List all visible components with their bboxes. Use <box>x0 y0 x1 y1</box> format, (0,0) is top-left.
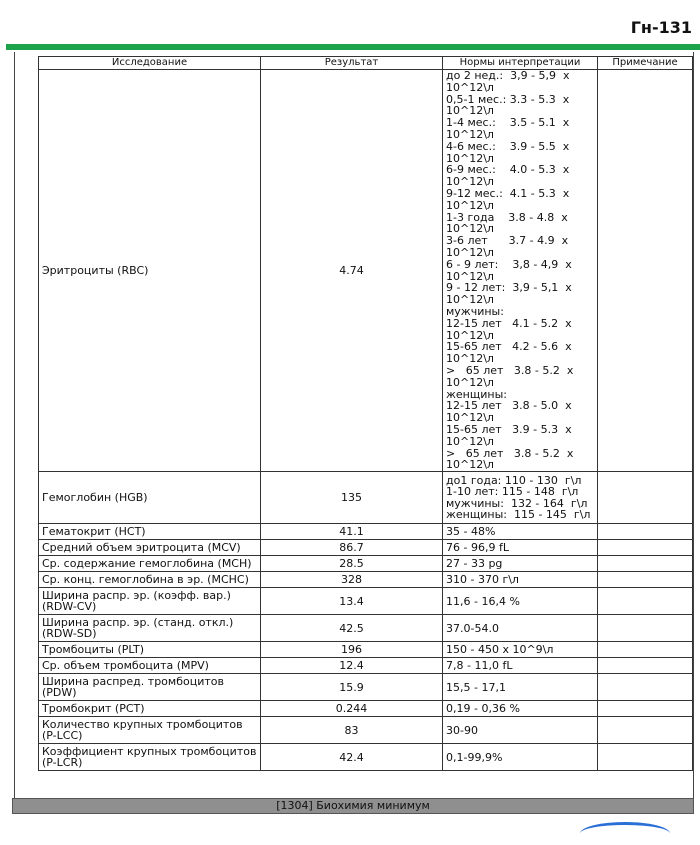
test-note <box>598 70 693 472</box>
test-norm: 30-90 <box>443 717 598 744</box>
table-row-hgb <box>39 472 693 524</box>
test-note <box>598 572 693 588</box>
header-note: Примечание <box>598 57 693 70</box>
test-result: 13.4 <box>261 588 443 615</box>
test-note <box>598 717 693 744</box>
norm-line: женщины: <box>446 387 507 401</box>
test-note <box>598 615 693 642</box>
test-note <box>598 658 693 674</box>
test-name: Коэффициент крупных тромбоцитов (P-LCR) <box>39 744 261 771</box>
table-row <box>39 556 693 572</box>
test-result: 0.244 <box>261 701 443 717</box>
test-result: 196 <box>261 642 443 658</box>
test-note <box>598 588 693 615</box>
norm-line: 15-65 лет 4.2 - 5.6 x <box>446 340 572 354</box>
test-norm: 27 - 33 pg <box>443 556 598 572</box>
table-row <box>39 642 693 658</box>
table-row-rbc <box>39 70 693 472</box>
norm-line: до 2 нед.: 3,9 - 5,9 x <box>446 69 570 82</box>
test-name: Ширина распр. эр. (коэфф. вар.) (RDW-CV) <box>39 588 261 615</box>
hgb-norms-list <box>446 475 594 520</box>
test-note <box>598 556 693 572</box>
test-result: 41.1 <box>261 524 443 540</box>
table-row <box>39 615 693 642</box>
test-note <box>598 701 693 717</box>
test-name: Ширина распред. тромбоцитов (PDW) <box>39 674 261 701</box>
test-norm: 150 - 450 x 10^9\л <box>443 642 598 658</box>
norm-line: 10^12\л <box>446 269 494 283</box>
header-result: Результат <box>261 57 443 70</box>
right-border <box>693 52 694 798</box>
norm-line: 10^12\л <box>446 245 494 259</box>
test-result: 83 <box>261 717 443 744</box>
test-name: Тромбокрит (PCT) <box>39 701 261 717</box>
test-result: 42.5 <box>261 615 443 642</box>
table-row <box>39 674 693 701</box>
norm-line: 10^12\л <box>446 175 494 189</box>
norm-line: 0,5-1 мес.: 3.3 - 5.3 x <box>446 92 570 106</box>
test-result: 86.7 <box>261 540 443 556</box>
table-row <box>39 717 693 744</box>
norm-line: > 65 лет 3.8 - 5.2 x <box>446 363 574 377</box>
norm-line: 10^12\л <box>446 151 494 165</box>
results-table <box>38 56 693 771</box>
test-name: Гемоглобин (HGB) <box>39 472 261 524</box>
test-norm: 15,5 - 17,1 <box>443 674 598 701</box>
test-note <box>598 674 693 701</box>
norm-line: до1 года: 110 - 130 г\л <box>446 474 582 488</box>
test-note <box>598 642 693 658</box>
norm-line: женщины: 115 - 145 г\л <box>446 507 591 521</box>
test-name: Ширина распр. эр. (станд. откл.) (RDW-SD) <box>39 615 261 642</box>
norm-line: 10^12\л <box>446 127 494 141</box>
test-norm: 35 - 48% <box>443 524 598 540</box>
norm-line: 9 - 12 лет: 3,9 - 5,1 x <box>446 281 572 295</box>
test-note <box>598 540 693 556</box>
norm-line: 10^12\л <box>446 375 494 389</box>
norm-line: 10^12\л <box>446 293 494 307</box>
table-row <box>39 540 693 556</box>
norm-line: 9-12 мес.: 4.1 - 5.3 x <box>446 186 570 200</box>
test-norm: 11,6 - 16,4 % <box>443 588 598 615</box>
decorative-arc <box>580 822 670 845</box>
norm-line: 3-6 лет 3.7 - 4.9 x <box>446 234 569 248</box>
norm-line: 15-65 лет 3.9 - 5.3 x <box>446 422 572 436</box>
test-norm: 7,8 - 11,0 fL <box>443 658 598 674</box>
norm-line: 4-6 мес.: 3.9 - 5.5 x <box>446 139 570 153</box>
test-result: 12.4 <box>261 658 443 674</box>
norm-line: 12-15 лет 3.8 - 5.0 x <box>446 399 572 413</box>
test-result: 135 <box>261 472 443 524</box>
norm-line: 12-15 лет 4.1 - 5.2 x <box>446 316 572 330</box>
norm-line: 10^12\л <box>446 198 494 212</box>
section-title-bar: [1304] Биохимия минимум <box>12 798 694 814</box>
norm-line: 1-3 года 3.8 - 4.8 x <box>446 210 568 224</box>
norm-line: > 65 лет 3.8 - 5.2 x <box>446 446 574 460</box>
norm-line: 10^12\л <box>446 104 494 118</box>
test-name: Ср. объем тромбоцита (MPV) <box>39 658 261 674</box>
norm-line: 1-4 мес.: 3.5 - 5.1 x <box>446 116 570 130</box>
norm-line: 10^12\л <box>446 434 494 448</box>
test-result: 15.9 <box>261 674 443 701</box>
test-note <box>598 744 693 771</box>
table-row <box>39 744 693 771</box>
norm-line: мужчины: 132 - 164 г\л <box>446 496 588 510</box>
norm-line: 10^12\л <box>446 352 494 366</box>
test-name: Ср. содержание гемоглобина (MCH) <box>39 556 261 572</box>
document-code: Гн-131 <box>630 18 692 37</box>
norm-line: 6-9 мес.: 4.0 - 5.3 x <box>446 163 570 177</box>
norm-line: 6 - 9 лет: 3,8 - 4,9 x <box>446 257 572 271</box>
test-norm: 37.0-54.0 <box>443 615 598 642</box>
norm-line: 10^12\л <box>446 222 494 236</box>
test-name: Средний объем эритроцита (MCV) <box>39 540 261 556</box>
norm-line: мужчины: <box>446 304 504 318</box>
norm-line: 10^12\л <box>446 328 494 342</box>
test-name: Тромбоциты (PLT) <box>39 642 261 658</box>
table-row <box>39 588 693 615</box>
table-row <box>39 701 693 717</box>
test-note <box>598 524 693 540</box>
test-name: Ср. конц. гемоглобина в эр. (MCHC) <box>39 572 261 588</box>
norm-line: 10^12\л <box>446 80 494 94</box>
norm-line: 10^12\л <box>446 458 494 472</box>
test-name: Гематокрит (HCT) <box>39 524 261 540</box>
header-test: Исследование <box>39 57 261 70</box>
test-name: Количество крупных тромбоцитов (P-LCC) <box>39 717 261 744</box>
left-border <box>14 52 15 798</box>
norm-line: 1-10 лет: 115 - 148 г\л <box>446 485 579 499</box>
test-norms <box>443 70 598 472</box>
table-row <box>39 658 693 674</box>
rbc-norms-list <box>446 70 594 471</box>
test-norms <box>443 472 598 524</box>
header-norms: Нормы интерпретации <box>443 57 598 70</box>
test-result: 28.5 <box>261 556 443 572</box>
test-result: 328 <box>261 572 443 588</box>
table-row <box>39 572 693 588</box>
test-note <box>598 472 693 524</box>
test-name: Эритроциты (RBC) <box>39 70 261 472</box>
test-result: 4.74 <box>261 70 443 472</box>
test-result: 42.4 <box>261 744 443 771</box>
test-norm: 0,19 - 0,36 % <box>443 701 598 717</box>
test-norm: 310 - 370 г\л <box>443 572 598 588</box>
table-header-row <box>39 57 693 70</box>
test-norm: 0,1-99,9% <box>443 744 598 771</box>
test-norm: 76 - 96,9 fL <box>443 540 598 556</box>
header-rule <box>6 44 700 50</box>
table-row <box>39 524 693 540</box>
norm-line: 10^12\л <box>446 411 494 425</box>
